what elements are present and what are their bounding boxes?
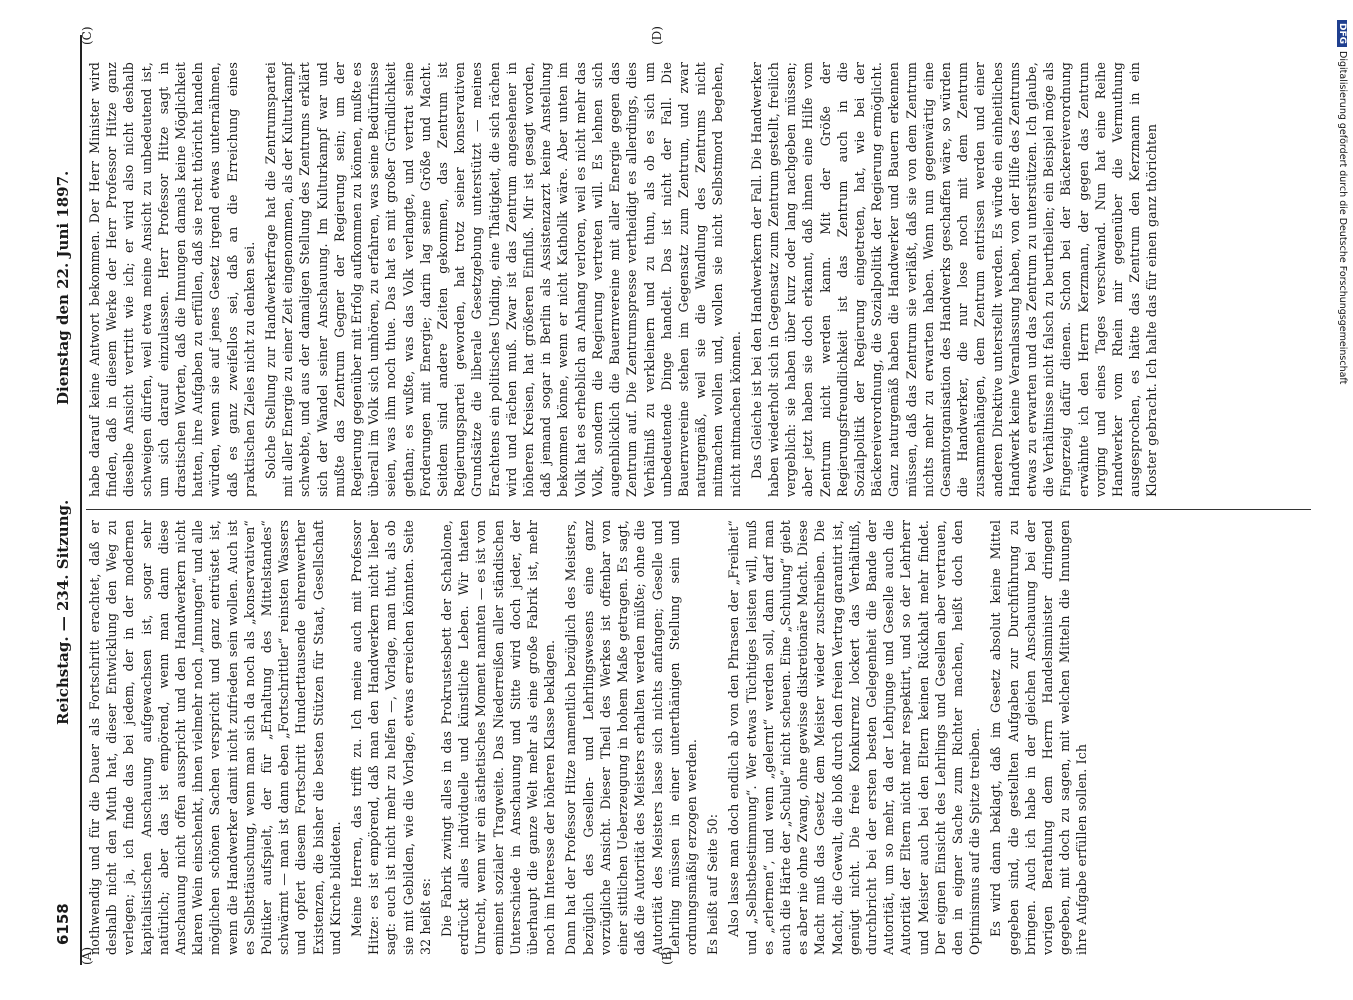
left-paragraph: Es wird dann beklagt, daß im Gesetz absolut keine Mittel gegeben sind, die gestellten Aufgaben zur Durchführung zu bringen. Auch ich habe in der gleichen Anschauung bei der vorigen Berathung dem Herrn Handelsminister dringend gegeben, mit doch zu sagen, mit welchen Mitteln die Innungen ihre Aufgabe erfüllen sollen. Ich xyxy=(988,520,1090,955)
right-column xyxy=(86,62,1316,497)
left-paragraph: Dann hat der Professor Hitze namentlich bezüglich des Meisters, bezüglich des Gesellen- und Lehrlingswesens eine ganz vorzügliche Ansicht. Dieser Theil des Werkes ist offenbar von einer sittlichen Ueberzeugung in hohem Maße getragen. Es sagt, daß die Autorität des Meisters erhalten werden müßte; ohne die Autorität des Meisters lasse sich nichts anfangen; Geselle und Lehrling müssen in einer unterthänigen Stellung sein und ordnungsmäßig erzogen werden. xyxy=(563,520,699,955)
page-header xyxy=(50,35,82,965)
left-quote: Also lasse man doch endlich ab von den Phrasen der „Freiheit“ und „Selbstbestimmung“. Wer etwas Tüchtiges leisten will, muß es „erlernen“, und wenn „gelernt“ werden soll, dann darf man auch die Härte der „Schule“ nicht scheuen. Eine „Schulung“ giebt es aber nie ohne Zwang, ohne gewisse diskretionäre Macht. Diese Macht muß das Gesetz dem Meister wieder zuschreiben. Die Macht, die Gewalt, die bloß durch den freien Vertrag garantirt ist, genügt nicht. Die freie Konkurrenz lockert das Verhältniß, durchbricht bei der ersten besten Gelegenheit die Bande der Autorität, um so mehr, da der Lehrjunge und Geselle auch die Autorität der Eltern nicht mehr respektirt, und so der Lehrherr und Meister auch bei den Eltern keinen Rückhalt mehr findet. Der eignen Einsicht des Lehrlings und Gesellen aber vertrauen, den in eigner Sache zum Richter machen, heißt doch den Optimismus auf die Spitze treiben. xyxy=(726,520,983,955)
left-paragraph: nothwendig und für die Dauer als Fortschritt erachtet, daß er deshalb nicht den Muth hat, dieser Entwicklung den Weg zu verlegen; ja, ich finde das bei jedem, der in der modernen kapitalistischen Anschauung aufgewachsen ist, sogar sehr natürlich; aber das ist empörend, wenn man dann diese Anschauung nicht offen ausspricht und den Handwerkern nicht klaren Wein einschenkt, ihnen vielmehr noch „Innungen“ und alle möglichen schönen Sachen verspricht und ganz entrüstet ist, wenn die Handwerker damit nicht zufrieden sein wollen. Auch ist es Selbsttäuschung, wenn man sich da noch als „konservativen“ Politiker aufspielt, der für „Erhaltung des Mittelstandes“ schwärmt — man ist dann eben „Fortschrittler“ reinsten Wassers und opfert diesem Fortschritt Hunderttausende ehrenwerther Existenzen, die bisher die besten Stützen für Staat, Gesellschaft und Kirche bildeten. xyxy=(87,520,343,955)
rotated-page-content xyxy=(50,26,1320,965)
page-number: 6158 xyxy=(54,903,72,945)
right-paragraph: habe darauf keine Antwort bekommen. Der Herr Minister wird finden, daß in diesem Werke der Herr Professor Hitze ganz dieselbe Ansicht vertritt wie ich; er wird also nicht deshalb schweigen dürfen, weil etwa meine Ansicht zu unbedeutend ist, um sich darauf einzulassen. Herr Professor Hitze sagt in drastischen Worten, daß die Innungen damals keine Möglichkeit hatten, ihre Aufgaben zu erfüllen, daß sie recht thöricht handeln würden, wenn sie auf jenes Gesetz irgend etwas unternähmen, daß es ganz zweifellos sei, daß an die Erreichung eines praktischen Zieles nicht zu denken sei. xyxy=(87,62,257,497)
margin-mark-a: (A) xyxy=(80,946,94,965)
sidebar-text xyxy=(1334,20,1348,800)
margin-mark-d: (D) xyxy=(650,26,664,45)
left-quote: Die Fabrik zwingt alles in das Prokrustesbett der Schablone, erdrückt alles individuelle und künstliche Leben. Wir thaten Unrecht, wenn wir ein ästhetisches Moment nannten — es ist von eminent sozialer Tragweite. Das Niederreißen aller ständischen Unterschiede in Anschauung und Sitte wird doch jeder, der überhaupt die ganze Welt mehr als eine große Fabrik ist, mehr noch im Interesse der höheren Klasse beklagen. xyxy=(439,520,558,955)
column-divider xyxy=(86,509,1311,510)
digitization-sidebar xyxy=(1334,10,1350,810)
header-right-title: Dienstag den 22. Juni 1897. xyxy=(54,170,72,405)
header-left-title: Reichstag. — 234. Sitzung. xyxy=(54,499,72,725)
right-paragraph: Solche Stellung zur Handwerkerfrage hat die Zentrumspartei mit aller Energie zu einer Zeit eingenommen, als der Kulturkampf schwebte, und aus der damaligen Stellung des Zentrums erklärt sich der Wandel seiner Anschauung. Im Kulturkampf war und mußte das Zentrum Gegner der Regierung sein; um der Regierung gegenüber mit Erfolg aufkommen zu können, mußte es überall im Volk sich umhören, zu erfahren, was seine Bedürfnisse seien, was ihm noch thue. Das hat es mit großer Gründlichkeit gethan; es wußte, was das Volk verlangte, und vertrat seine Forderungen mit Energie; darin lag seine Größe und Macht. Seitdem sind andere Zeiten gekommen, das Zentrum ist Regierungspartei geworden, hat trotz seiner konservativen Grundsätze die liberale Gesetzgebung unterstützt — meines Erachtens ein politisches Unding, eine Thätigkeit, die sich rächen wird und rächen muß. Zwar ist das Zentrum angesehener in höheren Kreisen, hat größeren Einfluß. Mir ist gesagt worden, daß jemand sogar in Berlin als Assistenzarzt keine Anstellung bekommen könne, wenn er nicht Katholik wäre. Aber unten im Volk hat es erheblich an Anhang verloren, weil es nicht mehr das Volk, sondern die Regierung vertreten will. Es lehnen sich augenblicklich die Bauernvereine mit aller Energie gegen das Zentrum auf. Die Zentrumspresse vertheidigt es allerdings, dies Verhältniß zu verkleinern und zu thun, als ob es sich um unbedeutende Dinge handelt. Das ist nicht der Fall. Die Bauernvereine stehen im Gegensatz zum Zentrum, und zwar naturgemäß, weil sie die Wandlung des Zentrums nicht mitmachen wollen und, wollen sie nicht Selbstmord begehen, nicht mitmachen können. xyxy=(263,62,743,497)
funding-notice: Digitalisierung gefördert durch die Deutsche Forschungsgemeinschaft xyxy=(1337,51,1348,385)
right-paragraph: Das Gleiche ist bei den Handwerkern der Fall. Die Handwerker haben wiederholt sich in Gegensatz zum Zentrum gestellt, freilich vergeblich: sie haben über kurz oder lang nachgeben müssen; aber jetzt haben sie doch erkannt, daß ihnen eine Hilfe vom Zentrum nicht werden kann. Mit der Größe der Regierungsfreundlichkeit ist das Zentrum auch in die Sozialpolitik der Regierung eingetreten, hat, wie bei der Bäckereiverordnung, die Sozialpolitik der Regierung ermöglicht. Ganz naturgemäß haben die Handwerker und Bauern erkennen müssen, daß das Zentrum sie verläßt, daß sie von dem Zentrum nichts mehr zu erwarten haben. Wenn nun gegenwärtig eine Gesamtorganisation des Handwerks geschaffen wäre, so würden die Handwerker, die nur lose noch mit dem Zentrum zusammenhängen, dem Zentrum entrissen werden und einer anderen Direktive unterstellt werden. Es würde ein einheitliches Handwerk keine Veranlassung haben, von der Hilfe des Zentrums etwas zu erwarten und das Zentrum zu unterstützen. Ich glaube, die Verhältnisse nicht falsch zu beurtheilen; ein Beispiel möge als Fingerzeig dafür dienen. Schon bei der Bäckereiverordnung erwähnte ich den Herrn Kerzmann, der gegen das Zentrum vorging und eines Tages verschwand. Nun hat eine Reihe Handwerker vom Rhein mir gegenüber die Vermuthung ausgesprochen, es hätte das Zentrum den Kerzmann in ein Kloster gebracht. Ich halte das für einen ganz thörichten xyxy=(748,62,1160,497)
margin-mark-b: (B) xyxy=(660,946,674,965)
left-paragraph: Es heißt auf Seite 50: xyxy=(705,813,721,955)
left-paragraph: Meine Herren, das trifft zu. Ich meine auch mit Professor Hitze: es ist empörend, daß man den Handwerkern nicht lieber sagt: euch ist nicht mehr zu helfen —, Vorlage, man thut, als ob sie mit Gebilden, wie die Vorlage, etwas erreichen könnten. Seite 32 heißt es: xyxy=(349,520,433,955)
left-column xyxy=(86,520,1316,955)
margin-mark-c: (C) xyxy=(80,26,94,45)
dfg-logo: DFG xyxy=(1337,20,1347,47)
